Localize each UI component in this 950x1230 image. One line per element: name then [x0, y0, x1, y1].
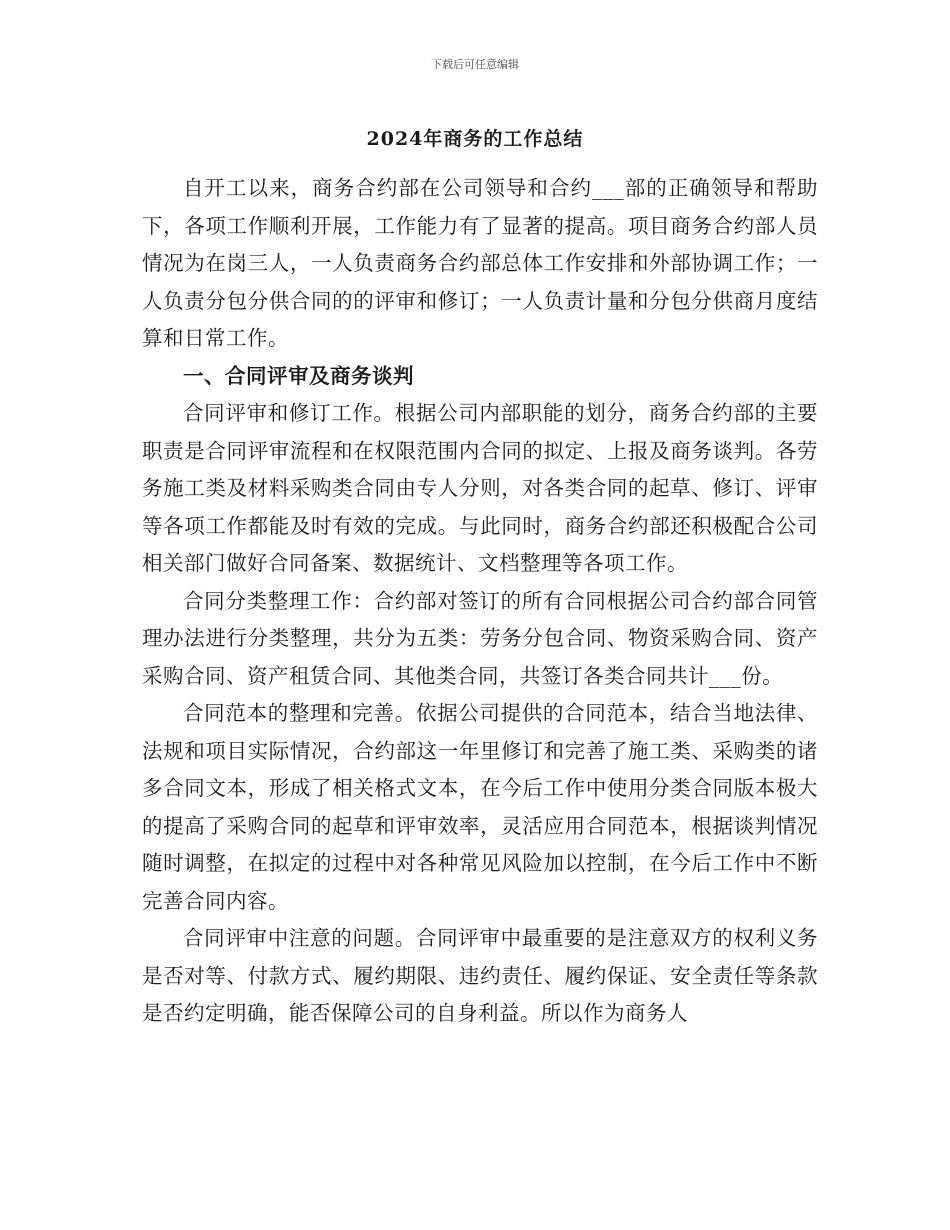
document-title: 2024年商务的工作总结 [366, 128, 584, 150]
section-heading: 一、合同评审及商务谈判 [183, 363, 414, 388]
intro-paragraph: 自开工以来，商务合约部在公司领导和合约___部的正确领导和帮助下，各项工作顺利开展，工作能力有了显著的提高。项目商务合约部人员情况为在岗三人，一人负责商务合约部总体工作安排和外部协调工作；一人负责分包分供合同的的评审和修订；一人负责计量和分包分供商月度结算和日常工作。 [142, 176, 818, 350]
section-paragraph-contract-review: 合同评审和修订工作。根据公司内部职能的划分，商务合约部的主要职责是合同评审流程和在权限范围内合同的拟定、上报及商务谈判。各劳务施工类及材料采购类合同由专人分则，对各类合同的起草、修订、评审等各项工作都能及时有效的完成。与此同时，商务合约部还积极配合公司相关部门做好合同备案、数据统计、文档整理等各项工作。 [142, 401, 818, 575]
section-paragraph-review-issues: 合同评审中注意的问题。合同评审中最重要的是注意双方的权利义务是否对等、付款方式、履约期限、违约责任、履约保证、安全责任等条款是否约定明确，能否保障公司的自身利益。所以作为商务人 [142, 926, 818, 1025]
section-paragraph-contract-templates: 合同范本的整理和完善。依据公司提供的合同范本，结合当地法律、法规和项目实际情况，合约部这一年里修订和完善了施工类、采购类的诸多合同文本，形成了相关格式文本，在今后工作中使用分类合同版本极大的提高了采购合同的起草和评审效率，灵活应用合同范本，根据谈判情况随时调整，在拟定的过程中对各种常见风险加以控制，在今后工作中不断完善合同内容。 [142, 701, 818, 913]
section-paragraph-contract-classification: 合同分类整理工作：合约部对签订的所有合同根据公司合约部合同管理办法进行分类整理，共分为五类：劳务分包合同、物资采购合同、资产采购合同、资产租赁合同、其他类合同，共签订各类合同共计___份。 [142, 588, 818, 688]
page-header-note: 下载后可任意编辑 [431, 58, 519, 71]
document-body [142, 170, 818, 1033]
